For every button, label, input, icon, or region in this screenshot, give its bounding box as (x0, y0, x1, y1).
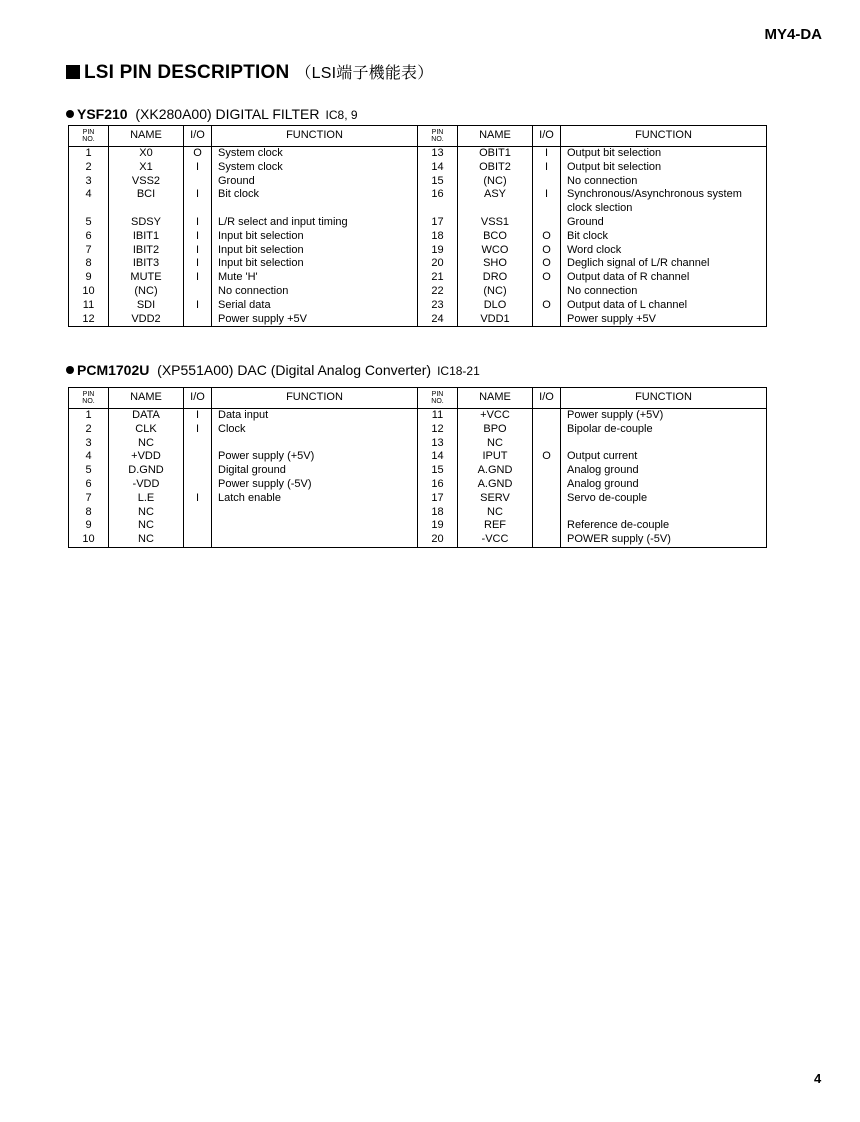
pin-number: 7 (69, 492, 109, 506)
pin-number: 8 (69, 506, 109, 520)
table-row (69, 313, 767, 327)
pin-number: 15 (418, 464, 458, 478)
pin-number: 10 (69, 533, 109, 547)
header-pin-no: PIN NO. (69, 126, 109, 147)
pin-io: I (533, 188, 561, 216)
pin-number: 17 (418, 216, 458, 230)
pin-io (184, 506, 212, 520)
pin-io: O (533, 257, 561, 271)
ic-reference: IC8, 9 (325, 108, 358, 122)
header-io: I/O (533, 126, 561, 147)
bullet-icon (66, 110, 74, 118)
pin-io: I (184, 299, 212, 313)
pin-function: Servo de-couple (561, 492, 767, 506)
pin-function (212, 506, 418, 520)
header-function: FUNCTION (212, 388, 418, 409)
pin-function: Ground (212, 175, 418, 189)
pin-name: A.GND (458, 478, 533, 492)
pin-function: Reference de-couple (561, 519, 767, 533)
pin-number: 10 (69, 285, 109, 299)
pin-io: I (184, 161, 212, 175)
table-row (69, 450, 767, 464)
pin-name: L.E (109, 492, 184, 506)
pin-name: OBIT1 (458, 147, 533, 161)
pin-name: NC (109, 437, 184, 451)
pin-number: 17 (418, 492, 458, 506)
table-row (69, 423, 767, 437)
pin-io: I (533, 161, 561, 175)
table-row (69, 285, 767, 299)
pin-number: 18 (418, 506, 458, 520)
title-main: LSI PIN DESCRIPTION (84, 62, 290, 83)
header-function: FUNCTION (561, 388, 767, 409)
pin-name: X1 (109, 161, 184, 175)
pin-number: 2 (69, 161, 109, 175)
pin-number: 12 (418, 423, 458, 437)
pin-function (561, 506, 767, 520)
pin-number: 11 (69, 299, 109, 313)
pin-number: 20 (418, 533, 458, 547)
pin-function: Output bit selection (561, 161, 767, 175)
pin-io (184, 313, 212, 327)
table-row (69, 147, 767, 161)
pin-name: X0 (109, 147, 184, 161)
pin-function: Analog ground (561, 464, 767, 478)
pin-function: Clock (212, 423, 418, 437)
pin-io: O (533, 230, 561, 244)
pin-io: I (184, 244, 212, 258)
pin-name: VDD2 (109, 313, 184, 327)
table-row (69, 533, 767, 547)
pin-name: D.GND (109, 464, 184, 478)
header-function: FUNCTION (561, 126, 767, 147)
pin-number: 6 (69, 478, 109, 492)
pin-io: I (184, 409, 212, 423)
pin-number: 9 (69, 271, 109, 285)
pin-name: DRO (458, 271, 533, 285)
pin-number: 19 (418, 244, 458, 258)
pin-io (184, 437, 212, 451)
pin-number: 9 (69, 519, 109, 533)
pin-function: L/R select and input timing (212, 216, 418, 230)
pin-io (184, 519, 212, 533)
pin-function: Output bit selection (561, 147, 767, 161)
square-bullet-icon (66, 65, 80, 79)
pin-name: NC (458, 437, 533, 451)
pin-number: 18 (418, 230, 458, 244)
header-function: FUNCTION (212, 126, 418, 147)
pin-io: I (533, 147, 561, 161)
pin-name: WCO (458, 244, 533, 258)
pin-name: VDD1 (458, 313, 533, 327)
pin-function: Output current (561, 450, 767, 464)
model-number: MY4-DA (764, 26, 822, 43)
pin-name: VSS2 (109, 175, 184, 189)
table-row (69, 299, 767, 313)
pin-function (212, 519, 418, 533)
pin-number: 24 (418, 313, 458, 327)
pin-name: MUTE (109, 271, 184, 285)
pin-io (184, 464, 212, 478)
pin-io: I (184, 257, 212, 271)
pin-io: O (533, 271, 561, 285)
header-name: NAME (458, 126, 533, 147)
pin-number: 1 (69, 147, 109, 161)
pin-function: Word clock (561, 244, 767, 258)
pin-function: Deglich signal of L/R channel (561, 257, 767, 271)
pin-name: +VDD (109, 450, 184, 464)
pin-io: O (184, 147, 212, 161)
table-row (69, 257, 767, 271)
pin-number: 14 (418, 450, 458, 464)
pin-number: 6 (69, 230, 109, 244)
header-pin-no: PIN NO. (69, 388, 109, 409)
table-row (69, 519, 767, 533)
pin-name: CLK (109, 423, 184, 437)
pin-number: 4 (69, 188, 109, 216)
pin-function: Power supply +5V (561, 313, 767, 327)
table-row (69, 230, 767, 244)
pin-function (561, 437, 767, 451)
pin-name: -VCC (458, 533, 533, 547)
table-row (69, 478, 767, 492)
pin-io: O (533, 244, 561, 258)
pin-name: IBIT3 (109, 257, 184, 271)
pin-function: Synchronous/Asynchronous system clock slection (561, 188, 767, 216)
table-row (69, 244, 767, 258)
pin-io (533, 492, 561, 506)
pin-function: Bit clock (212, 188, 418, 216)
pin-io: O (533, 299, 561, 313)
pin-name: (NC) (109, 285, 184, 299)
pin-io: I (184, 230, 212, 244)
chip-description: (XK280A00) DIGITAL FILTER (135, 106, 320, 122)
pin-name: ASY (458, 188, 533, 216)
pin-name: BCO (458, 230, 533, 244)
table-row (69, 271, 767, 285)
pin-number: 8 (69, 257, 109, 271)
pin-name: BCI (109, 188, 184, 216)
pin-name: SHO (458, 257, 533, 271)
pin-name: VSS1 (458, 216, 533, 230)
table-row (69, 188, 767, 216)
table-row (69, 437, 767, 451)
header-pin-no: PIN NO. (418, 126, 458, 147)
pin-name: (NC) (458, 285, 533, 299)
pin-name: SDSY (109, 216, 184, 230)
header-io: I/O (184, 388, 212, 409)
pin-number: 5 (69, 216, 109, 230)
pin-function: System clock (212, 147, 418, 161)
table-row (69, 506, 767, 520)
pin-number: 15 (418, 175, 458, 189)
pin-function: Latch enable (212, 492, 418, 506)
chip-description: (XP551A00) DAC (Digital Analog Converter) (157, 362, 432, 378)
pin-number: 21 (418, 271, 458, 285)
pin-number: 3 (69, 437, 109, 451)
ysf210-heading (66, 106, 358, 122)
pin-io (533, 285, 561, 299)
pin-name: A.GND (458, 464, 533, 478)
pin-function: Input bit selection (212, 257, 418, 271)
pin-io: I (184, 188, 212, 216)
header-pin-no: PIN NO. (418, 388, 458, 409)
pin-io (184, 533, 212, 547)
pin-function: No connection (561, 285, 767, 299)
pin-name: +VCC (458, 409, 533, 423)
pin-number: 14 (418, 161, 458, 175)
pin-io (533, 409, 561, 423)
bullet-icon (66, 366, 74, 374)
pin-io (533, 423, 561, 437)
pin-function: Bipolar de-couple (561, 423, 767, 437)
page-title (66, 60, 433, 84)
pin-function: Bit clock (561, 230, 767, 244)
header-name: NAME (109, 126, 184, 147)
table-row (69, 464, 767, 478)
header-io: I/O (184, 126, 212, 147)
pin-number: 3 (69, 175, 109, 189)
header-name: NAME (109, 388, 184, 409)
pin-name: IPUT (458, 450, 533, 464)
pin-io (533, 519, 561, 533)
pin-number: 1 (69, 409, 109, 423)
pin-name: SERV (458, 492, 533, 506)
pin-io: I (184, 423, 212, 437)
pcm1702u-pin-table (68, 387, 767, 548)
pin-function (212, 437, 418, 451)
title-sub: （LSI端子機能表） (295, 65, 434, 82)
pin-number: 16 (418, 478, 458, 492)
pin-io: O (533, 450, 561, 464)
pin-name: OBIT2 (458, 161, 533, 175)
table-row (69, 161, 767, 175)
pin-io (184, 450, 212, 464)
pin-io: I (184, 492, 212, 506)
pin-number: 16 (418, 188, 458, 216)
ic-reference: IC18-21 (437, 364, 480, 378)
pin-io (533, 216, 561, 230)
pin-function: Output data of L channel (561, 299, 767, 313)
table-row (69, 216, 767, 230)
pin-io (533, 464, 561, 478)
pin-number: 23 (418, 299, 458, 313)
pin-io: I (184, 271, 212, 285)
pin-number: 2 (69, 423, 109, 437)
pin-io (184, 285, 212, 299)
pin-function: Mute 'H' (212, 271, 418, 285)
pin-number: 7 (69, 244, 109, 258)
pin-number: 22 (418, 285, 458, 299)
pin-name: NC (109, 533, 184, 547)
pin-number: 19 (418, 519, 458, 533)
table-row (69, 409, 767, 423)
pin-function: Power supply +5V (212, 313, 418, 327)
pin-name: SDI (109, 299, 184, 313)
pin-io (533, 533, 561, 547)
pin-function: Ground (561, 216, 767, 230)
pin-number: 4 (69, 450, 109, 464)
pin-number: 13 (418, 437, 458, 451)
pin-name: BPO (458, 423, 533, 437)
pin-io (533, 506, 561, 520)
ysf210-pin-table (68, 125, 767, 327)
pin-name: REF (458, 519, 533, 533)
pin-name: NC (109, 506, 184, 520)
pin-function (212, 533, 418, 547)
pin-number: 20 (418, 257, 458, 271)
page-number: 4 (814, 1071, 822, 1086)
pin-io (533, 437, 561, 451)
pin-number: 5 (69, 464, 109, 478)
pin-function: No connection (561, 175, 767, 189)
pin-number: 11 (418, 409, 458, 423)
table-header-row (69, 388, 767, 409)
pin-name: DATA (109, 409, 184, 423)
pcm1702u-heading (66, 362, 480, 378)
pin-name: DLO (458, 299, 533, 313)
header-name: NAME (458, 388, 533, 409)
chip-name: YSF210 (77, 106, 128, 122)
pin-name: -VDD (109, 478, 184, 492)
pin-number: 12 (69, 313, 109, 327)
pin-name: NC (109, 519, 184, 533)
pin-io: I (184, 216, 212, 230)
pin-function: Analog ground (561, 478, 767, 492)
pin-function: Output data of R channel (561, 271, 767, 285)
pin-io (184, 478, 212, 492)
pin-function: Power supply (+5V) (212, 450, 418, 464)
pin-function: No connection (212, 285, 418, 299)
pin-function: Input bit selection (212, 244, 418, 258)
pin-function: Serial data (212, 299, 418, 313)
pin-function: Power supply (+5V) (561, 409, 767, 423)
pin-io (533, 175, 561, 189)
pin-function: Input bit selection (212, 230, 418, 244)
pin-function: Digital ground (212, 464, 418, 478)
pin-number: 13 (418, 147, 458, 161)
table-row (69, 175, 767, 189)
pin-io (533, 313, 561, 327)
pin-name: IBIT1 (109, 230, 184, 244)
pin-name: (NC) (458, 175, 533, 189)
pin-function: Power supply (-5V) (212, 478, 418, 492)
pin-name: NC (458, 506, 533, 520)
pin-function: Data input (212, 409, 418, 423)
table-row (69, 492, 767, 506)
pin-io (184, 175, 212, 189)
header-io: I/O (533, 388, 561, 409)
pin-name: IBIT2 (109, 244, 184, 258)
pin-function: POWER supply (-5V) (561, 533, 767, 547)
chip-name: PCM1702U (77, 362, 150, 378)
table-header-row (69, 126, 767, 147)
pin-io (533, 478, 561, 492)
pin-function: System clock (212, 161, 418, 175)
